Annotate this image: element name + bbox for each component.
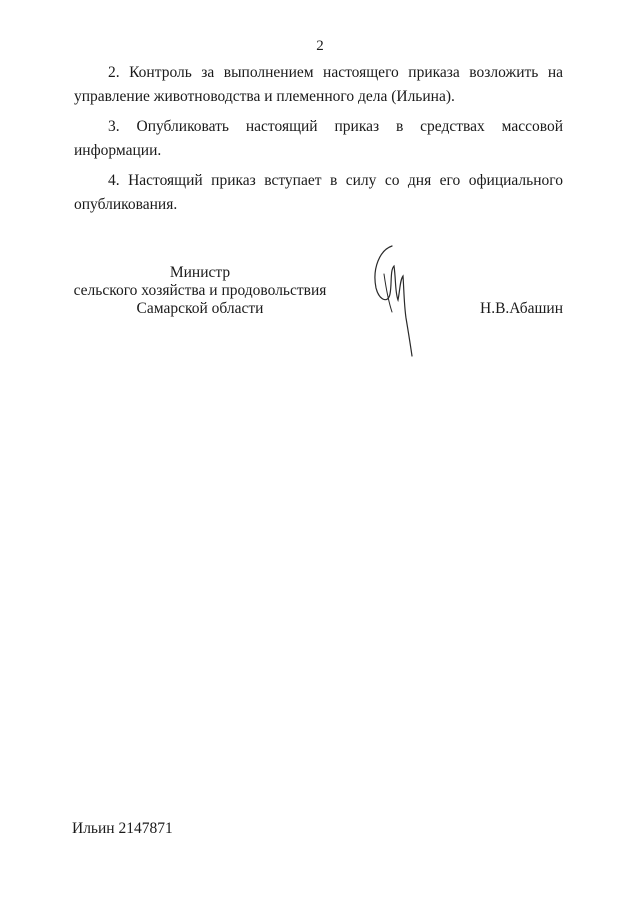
signer-name: Н.В.Абашин: [480, 300, 563, 317]
executor-info: Ильин 2147871: [72, 820, 173, 837]
document-body: [74, 61, 563, 223]
paragraph-item-2: 2. Контроль за выполнением настоящего приказа возложить на управление животноводства и племенного дела (Ильина).: [74, 64, 563, 105]
signer-position: [60, 264, 340, 318]
handwritten-signature: [362, 240, 422, 360]
page-number: 2: [316, 38, 324, 54]
signer-position-department: сельского хозяйства и продовольствия: [73, 282, 327, 299]
signer-position-title: Министр: [169, 264, 231, 281]
paragraph-item-3: 3. Опубликовать настоящий приказ в средствах массовой информации.: [74, 118, 563, 159]
paragraph-item-4: 4. Настоящий приказ вступает в силу со дня его официального опубликования.: [74, 172, 563, 213]
signer-position-region: Самарской области: [136, 300, 264, 317]
